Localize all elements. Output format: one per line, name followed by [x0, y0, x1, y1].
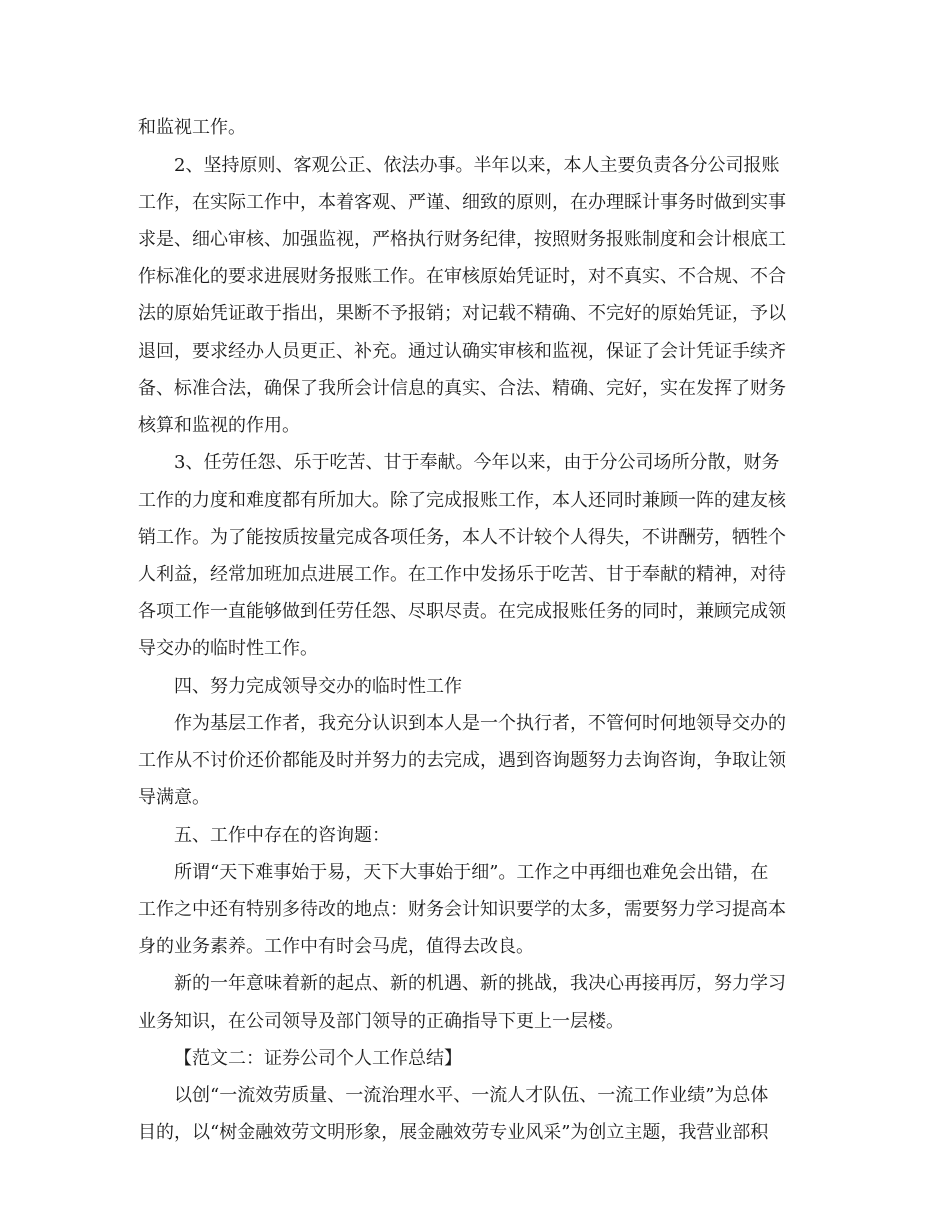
text-line: 退回，要求经办人员更正、补充。通过认确实审核和监视，保证了会计凭证手续齐 [138, 341, 786, 362]
paragraph-start: 以创“一流效劳质量、一流治理水平、一流人才队伍、一流工作业绩”为总体 [174, 1085, 769, 1106]
paragraph-start: 新的一年意味着新的起点、新的机遇、新的挑战，我决心再接再厉，努力学习 [174, 973, 786, 994]
text-line: 备、标准合法，确保了我所会计信息的真实、合法、精确、完好，实在发挥了财务 [138, 378, 786, 399]
text-line: 业务知识，在公司领导及部门领导的正确指导下更上一层楼。 [138, 1011, 624, 1032]
text-line: 各项工作一直能够做到任劳任怨、尽职尽责。在完成报账任务的同时，兼顾完成领 [138, 601, 786, 622]
text-line: 作标准化的要求进展财务报账工作。在审核原始凭证时，对不真实、不合规、不合 [138, 266, 786, 287]
text-line: 人利益，经常加班加点进展工作。在工作中发扬乐于吃苦、甘于奉献的精神，对待 [138, 564, 786, 585]
text-line: 工作，在实际工作中，本着客观、严谨、细致的原则，在办理睬计事务时做到实事 [138, 192, 786, 213]
text-line: 工作之中还有特别多待改的地点：财务会计知识要学的太多，需要努力学习提高本 [138, 899, 786, 920]
text-line: 销工作。为了能按质按量完成各项任务，本人不计较个人得失，不讲酬劳，牺牲个 [138, 527, 786, 548]
paragraph-start: 作为基层工作者，我充分认识到本人是一个执行者，不管何时何地领导交办的 [174, 713, 786, 734]
text-line: 身的业务素养。工作中有时会马虎，值得去改良。 [138, 936, 534, 957]
section-heading: 四、努力完成领导交办的临时性工作 [174, 676, 462, 697]
text-line: 求是、细心审核、加强监视，严格执行财务纪律，按照财务报账制度和会计根底工 [138, 229, 786, 250]
text-line: 导满意。 [138, 787, 210, 808]
paragraph-start: 2、坚持原则、客观公正、依法办事。半年以来，本人主要负责各分公司报账 [174, 155, 780, 176]
text-line: 工作从不讨价还价都能及时并努力的去完成，遇到咨询题努力去询咨询，争取让领 [138, 750, 786, 771]
text-line: 核算和监视的作用。 [138, 415, 300, 436]
section-heading: 【范文二：证券公司个人工作总结】 [174, 1048, 462, 1069]
text-line: 和监视工作。 [138, 117, 246, 138]
paragraph-start: 3、任劳任怨、乐于吃苦、甘于奉献。今年以来，由于分公司场所分散，财务 [174, 452, 780, 473]
text-line: 法的原始凭证敢于指出，果断不予报销；对记载不精确、不完好的原始凭证，予以 [138, 303, 786, 324]
section-heading: 五、工作中存在的咨询题： [174, 825, 390, 846]
text-line: 目的，以“树金融效劳文明形象，展金融效劳专业风采”为创立主题，我营业部积 [138, 1122, 769, 1143]
text-line: 导交办的临时性工作。 [138, 638, 318, 659]
text-line: 工作的力度和难度都有所加大。除了完成报账工作，本人还同时兼顾一阵的建友核 [138, 490, 786, 511]
paragraph-start: 所谓“天下难事始于易，天下大事始于细”。工作之中再细也难免会出错，在 [174, 862, 769, 883]
